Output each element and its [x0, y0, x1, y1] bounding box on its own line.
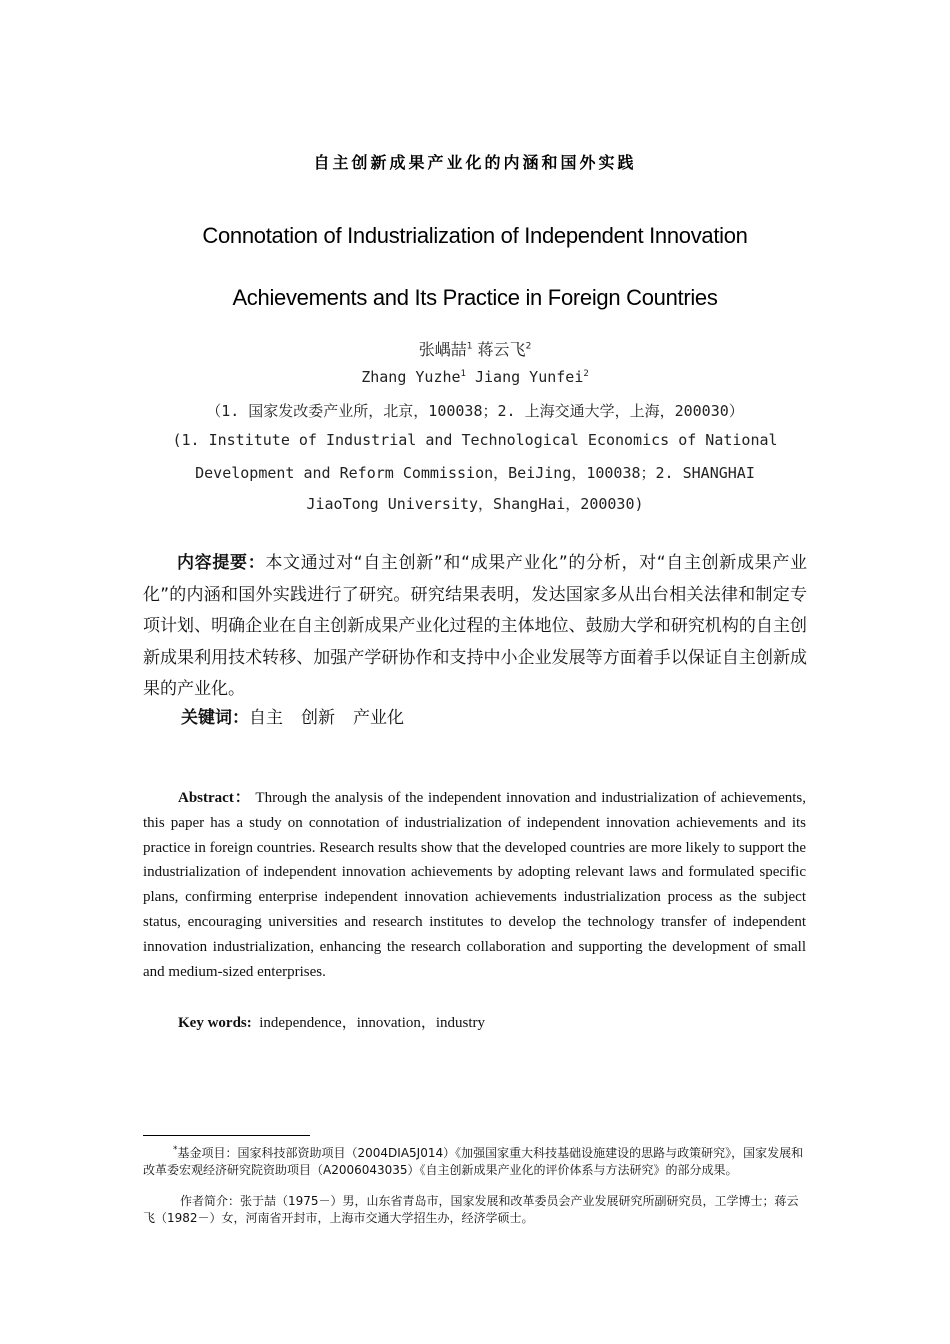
cn-author-1-sup: 1 — [466, 341, 473, 352]
en-author-1: Zhang Yuzhe — [361, 368, 461, 386]
english-affiliation-line-1: (1. Institute of Industrial and Technological Economics of National — [172, 431, 778, 449]
footnote-marker: * — [173, 1145, 178, 1155]
english-title-line-2: Achievements and Its Practice in Foreign Countries — [232, 285, 718, 310]
english-abstract-text: Through the analysis of the independent innovation and industrialization of achievements, this paper has a study on connotation of industrialization of independent innovation achievements and its practice in foreign countries. Research results show that the developed countries are more likely to support the industrialization of independent innovation achievements by adopting relevant laws and formulated specific plans, confirming enterprise independent innovation achievements industrialization process as the subject status, encouraging universities and research institutes to develop the technology transfer of independent innovation industrialization, enhancing the research collaboration and supporting the development of small and medium-sized enterprises. — [143, 790, 806, 980]
chinese-title: 自主创新成果产业化的内涵和国外实践 — [313, 153, 637, 172]
english-keywords-label: Key words: — [178, 1015, 252, 1031]
chinese-abstract — [143, 548, 807, 706]
chinese-authors — [100, 337, 850, 360]
chinese-affiliation: （1. 国家发改委产业所，北京，100038；2. 上海交通大学，上海，200030） — [206, 402, 744, 420]
en-author-2-sup: 2 — [583, 369, 589, 379]
chinese-abstract-text: 本文通过对“自主创新”和“成果产业化”的分析，对“自主创新成果产业化”的内涵和国外实践进行了研究。研究结果表明，发达国家多从出台相关法律和制定专项计划、明确企业在自主创新成果产业化过程的主体地位、鼓励大学和研究机构的自主创新成果利用技术转移、加强产学研协作和支持中小企业发展等方面着手以保证自主创新成果的产业化。 — [143, 553, 807, 699]
cn-author-2: 蒋云飞 — [477, 340, 526, 359]
english-abstract — [143, 786, 806, 984]
chinese-keyword: 自主 — [249, 708, 283, 728]
chinese-keyword: 创新 — [301, 708, 335, 728]
chinese-keyword: 产业化 — [353, 708, 404, 728]
cn-author-1: 张嵎喆 — [418, 340, 467, 359]
english-affiliation-line-2: Development and Reform Commission，BeiJing，100038；2. SHANGHAI — [195, 464, 755, 482]
footnote-author-bio: 作者简介：张于喆（1975－）男，山东省青岛市，国家发展和改革委员会产业发展研究所副研究员，工学博士；蒋云飞（1982－）女，河南省开封市，上海市交通大学招生办，经济学硕士。 — [143, 1194, 799, 1225]
chinese-abstract-label: 内容提要： — [177, 553, 266, 573]
english-keywords-text: independence，innovation，industry — [259, 1015, 486, 1031]
footnote-divider — [143, 1135, 310, 1136]
chinese-keywords — [181, 703, 404, 728]
en-author-2: Jiang Yunfei — [475, 368, 584, 386]
english-authors — [100, 368, 850, 386]
cn-author-2-sup: 2 — [525, 341, 532, 352]
english-abstract-label: Abstract： — [178, 790, 251, 806]
chinese-keywords-label: 关键词： — [181, 708, 249, 728]
english-title-line-1: Connotation of Industrialization of Independent Innovation — [202, 223, 748, 248]
footnote-funding — [143, 1142, 807, 1179]
english-keywords — [178, 1011, 485, 1032]
english-affiliation-line-3: JiaoTong University，ShangHai，200030) — [306, 495, 644, 513]
footnote-funding-text: 基金项目：国家科技部资助项目（2004DIA5J014）《加强国家重大科技基础设施建设的思路与政策研究》，国家发展和改革委宏观经济研究院资助项目（A2006043035）《自主创新成果产业化的评价体系与方法研究》的部分成果。 — [143, 1146, 804, 1177]
en-author-1-sup: 1 — [460, 369, 466, 379]
